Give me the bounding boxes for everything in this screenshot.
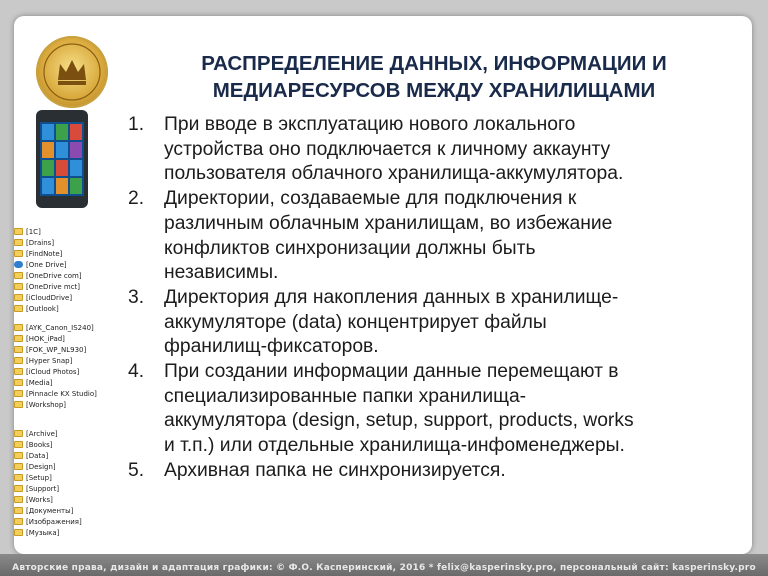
folder-item: [iCloudDrive] [14,292,82,303]
folder-item: [OneDrive com] [14,270,82,281]
folder-item: [Setup] [14,472,82,483]
folder-icon [14,529,23,536]
folder-item: [AYK_Canon_IS240] [14,322,97,333]
folder-icon [14,485,23,492]
folder-icon [14,463,23,470]
title-line-2: МЕДИАРЕСУРСОВ МЕЖДУ ХРАНИЛИЩАМИ [212,79,656,102]
folder-item: [Media] [14,377,97,388]
folder-list-cloud [14,226,82,314]
folder-icon [14,430,23,437]
folder-item: [Pinnacle KX Studio] [14,388,97,399]
logo [36,36,108,108]
crown-emblem-icon [36,36,108,108]
cloud-icon [14,261,23,268]
folder-item: [Drains] [14,237,82,248]
folder-icon [14,496,23,503]
folder-item: [OneDrive mct] [14,281,82,292]
folder-list-data [14,428,82,538]
item-line: аккумуляторе (data) концентрирует файлы [164,311,547,333]
folder-icon [14,379,23,386]
phone-screen [40,122,84,196]
item-line: аккумулятора (design, setup, support, products, works [164,410,634,432]
item-line: При создании информации данные перемещают в [164,361,619,383]
folder-item: [Изображения] [14,516,82,527]
folder-item: [Hyper Snap] [14,355,97,366]
folder-item: [Support] [14,483,82,494]
item-number: 4. [128,361,145,383]
page-title [144,50,724,104]
item-line: устройства оно подключается к личному аккаунту [164,138,611,160]
phone-image [36,110,88,208]
item-line: специализированные папки хранилища- [164,385,527,407]
folder-item: [Books] [14,439,82,450]
item-line: различным облачным хранилищам, во избежание [164,212,613,234]
folder-item: [1C] [14,226,82,237]
folder-icon [14,335,23,342]
folder-item: [HOK_iPad] [14,333,97,344]
folder-icon [14,239,23,246]
folder-icon [14,518,23,525]
folder-icon [14,368,23,375]
list-item [108,113,748,187]
folder-item: [FOK_WP_NL930] [14,344,97,355]
list-item [108,286,748,360]
folder-item: [Data] [14,450,82,461]
item-line: пользователя облачного хранилища-аккумулятора. [164,163,624,185]
item-line: независимы. [164,262,279,284]
folder-icon [14,294,23,301]
folder-icon [14,474,23,481]
list-item [108,187,748,286]
item-number: 2. [128,188,145,210]
folder-item: [Design] [14,461,82,472]
folder-icon [14,324,23,331]
item-line: При вводе в эксплуатацию нового локального [164,114,576,135]
item-number: 1. [128,114,145,135]
folder-icon [14,346,23,353]
folder-item: [Archive] [14,428,82,439]
item-line: конфликтов синхронизации должны быть [164,237,536,259]
folder-icon [14,272,23,279]
folder-icon [14,305,23,312]
footer-copyright: Авторские права, дизайн и адаптация графики: © Ф.О. Касперинский, 2016 * felix@kasperinsky.pro, персональный сайт: kasperinsky.pro [12,563,756,573]
folder-item: [Works] [14,494,82,505]
folder-icon [14,390,23,397]
item-line: Директории, создаваемые для подключения к [164,188,577,210]
folder-icon [14,507,23,514]
item-line: Архивная папка не синхронизируется. [164,459,506,481]
folder-icon [14,228,23,235]
folder-icon [14,283,23,290]
numbered-list [108,113,748,484]
folder-item: [One Drive] [14,259,82,270]
folder-icon [14,357,23,364]
item-line: Директория для накопления данных в хранилище- [164,286,619,308]
folder-icon [14,441,23,448]
folder-item: [Документы] [14,505,82,516]
item-number: 5. [128,459,145,481]
list-item [108,459,748,484]
folder-item: [FindNote] [14,248,82,259]
folder-icon [14,452,23,459]
folder-item: [iCloud Photos] [14,366,97,377]
folder-icon [14,401,23,408]
title-line-1: РАСПРЕДЕЛЕНИЕ ДАННЫХ, ИНФОРМАЦИИ И [201,52,667,75]
folder-item: [Workshop] [14,399,97,410]
folder-item: [Outlook] [14,303,82,314]
list-item [108,360,748,459]
folder-item: [Музыка] [14,527,82,538]
folder-icon [14,250,23,257]
item-line: франилищ-фиксаторов. [164,336,379,358]
item-line: и т.п.) или отдельные хранилища-инфоменеджеры. [164,435,625,457]
folder-list-devices [14,322,97,410]
item-number: 3. [128,286,145,308]
